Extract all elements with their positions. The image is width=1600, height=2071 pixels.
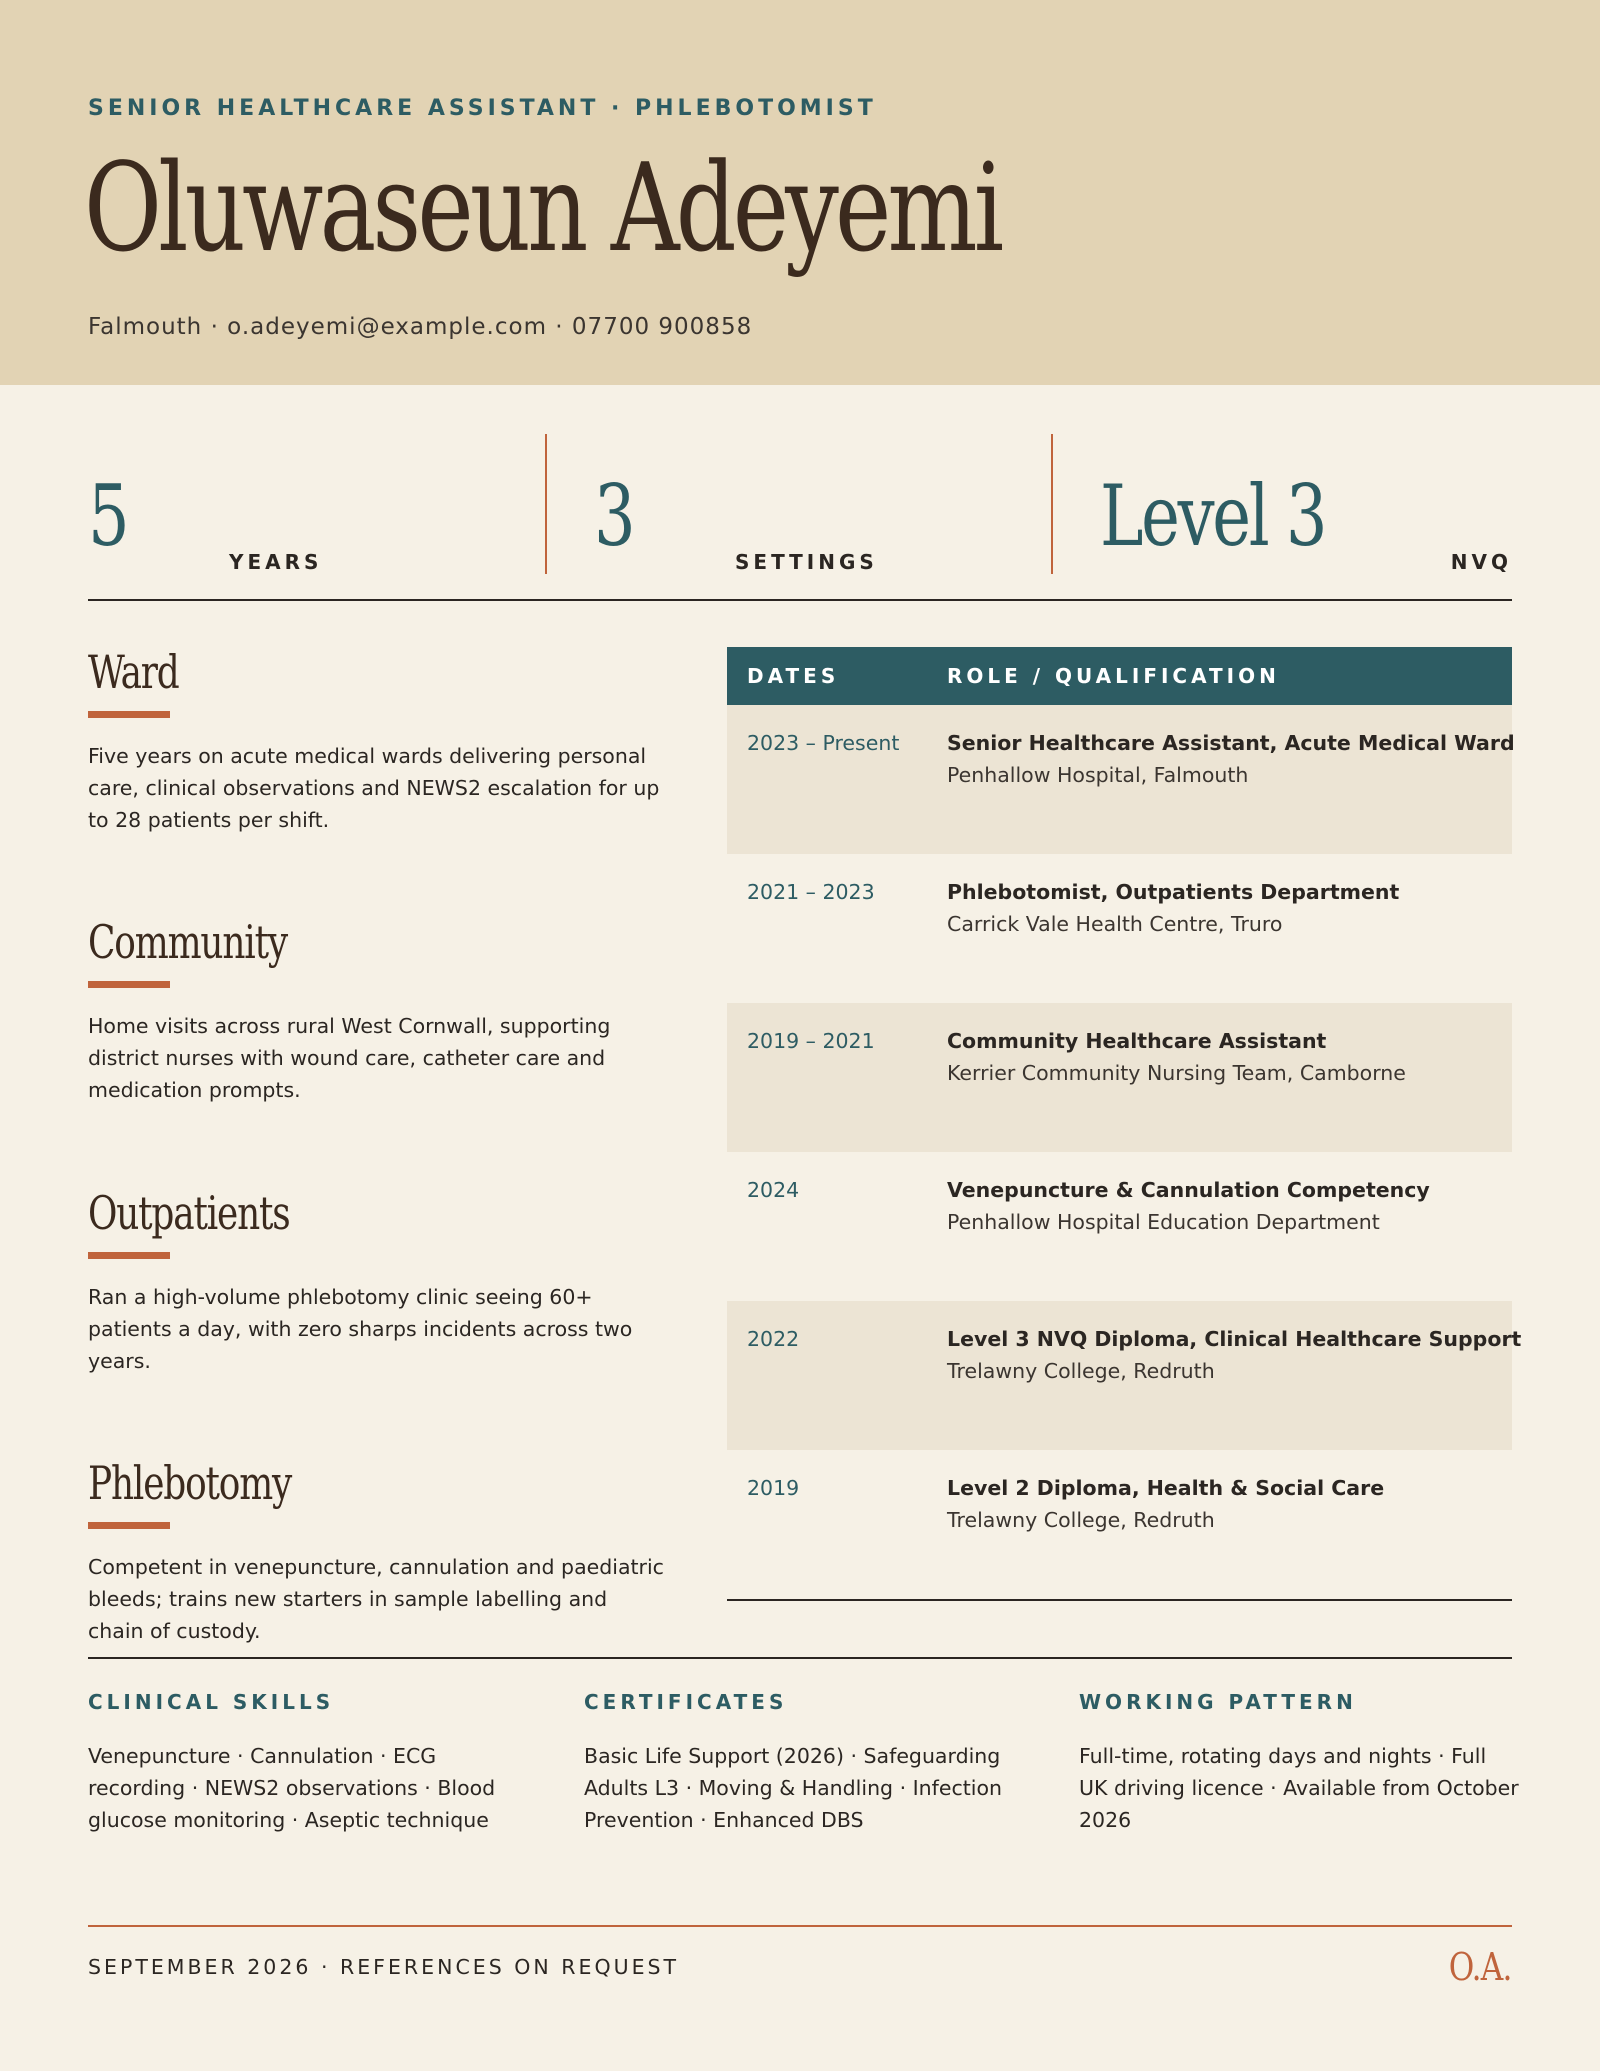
table-row bbox=[727, 1450, 1512, 1599]
section-accent bbox=[88, 1522, 170, 1529]
row-role: Phlebotomist, Outpatients Department bbox=[947, 880, 1400, 904]
section-outpatients bbox=[88, 1188, 668, 1377]
skills-rule bbox=[88, 1657, 1512, 1659]
section-body: Five years on acute medical wards delivering personal care, clinical observations and NEWS2 escalation for up to 28 patients per shift. bbox=[88, 744, 660, 832]
table-bottom-rule bbox=[727, 1599, 1512, 1601]
row-place: Penhallow Hospital Education Department bbox=[947, 1210, 1380, 1234]
stat-label: NVQ bbox=[1450, 550, 1512, 574]
section-community bbox=[88, 917, 668, 1106]
table-row bbox=[727, 1301, 1522, 1450]
row-role: Senior Healthcare Assistant, Acute Medical Ward bbox=[947, 731, 1515, 755]
row-place: Trelawny College, Redruth bbox=[947, 1508, 1215, 1532]
footer-rule bbox=[88, 1925, 1512, 1927]
table-row bbox=[727, 705, 1515, 854]
header-dates: DATES bbox=[747, 664, 840, 688]
stat-label: SETTINGS bbox=[735, 550, 878, 574]
header-band bbox=[0, 0, 1600, 385]
column-clinical-skills bbox=[88, 1690, 528, 1836]
column-body: Full-time, rotating days and nights · Full UK driving licence · Available from October 2026 bbox=[1079, 1744, 1519, 1832]
row-date: 2019 bbox=[747, 1476, 800, 1500]
experience-table bbox=[727, 647, 1522, 1599]
footer-note: SEPTEMBER 2026 · REFERENCES ON REQUEST bbox=[88, 1955, 680, 1979]
row-role: Level 3 NVQ Diploma, Clinical Healthcare Support bbox=[947, 1327, 1522, 1351]
section-title: Ward bbox=[88, 645, 179, 699]
section-title: Phlebotomy bbox=[88, 1456, 292, 1510]
row-date: 2023 – Present bbox=[747, 731, 900, 755]
stat-value: 5 bbox=[88, 467, 128, 565]
table-row bbox=[727, 854, 1512, 1003]
table-row bbox=[727, 1003, 1512, 1152]
section-accent bbox=[88, 1252, 170, 1259]
row-place: Kerrier Community Nursing Team, Camborne bbox=[947, 1061, 1406, 1085]
column-working-pattern bbox=[1079, 1690, 1519, 1836]
row-place: Carrick Vale Health Centre, Truro bbox=[947, 912, 1283, 936]
section-body: Competent in venepuncture, cannulation and paediatric bleeds; trains new starters in sample labelling and chain of custody. bbox=[88, 1555, 664, 1643]
contact-line: Falmouth · o.adeyemi@example.com · 07700 900858 bbox=[88, 314, 753, 340]
row-role: Venepuncture & Cannulation Competency bbox=[947, 1178, 1430, 1202]
row-place: Trelawny College, Redruth bbox=[947, 1359, 1215, 1383]
stat-years bbox=[88, 467, 548, 574]
section-ward bbox=[88, 647, 668, 836]
section-accent bbox=[88, 981, 170, 988]
stat-value: 3 bbox=[594, 467, 634, 565]
stat-settings bbox=[594, 467, 1054, 574]
section-body: Ran a high-volume phlebotomy clinic seeing 60+ patients a day, with zero sharps incidents across two years. bbox=[88, 1285, 633, 1373]
header-role: ROLE / QUALIFICATION bbox=[947, 664, 1280, 688]
section-phlebotomy bbox=[88, 1458, 668, 1647]
row-date: 2021 – 2023 bbox=[747, 880, 875, 904]
candidate-name: Oluwaseun Adeyemi bbox=[84, 137, 1001, 279]
row-place: Penhallow Hospital, Falmouth bbox=[947, 763, 1249, 787]
row-date: 2019 – 2021 bbox=[747, 1029, 875, 1053]
stats-rule bbox=[88, 599, 1512, 601]
column-body: Venepuncture · Cannulation · ECG recording · NEWS2 observations · Blood glucose monitoring · Aseptic technique bbox=[88, 1744, 496, 1832]
stat-divider bbox=[545, 434, 547, 574]
stat-divider bbox=[1051, 434, 1053, 574]
section-title: Community bbox=[88, 915, 287, 969]
column-body: Basic Life Support (2026) · Safeguarding Adults L3 · Moving & Handling · Infection Prevention · Enhanced DBS bbox=[584, 1744, 1003, 1832]
row-role: Level 2 Diploma, Health & Social Care bbox=[947, 1476, 1385, 1500]
section-body: Home visits across rural West Cornwall, supporting district nurses with wound care, catheter care and medication prompts. bbox=[88, 1014, 611, 1102]
column-title: CLINICAL SKILLS bbox=[88, 1690, 335, 1714]
column-certificates bbox=[584, 1690, 1024, 1836]
row-role: Community Healthcare Assistant bbox=[947, 1029, 1327, 1053]
column-title: CERTIFICATES bbox=[584, 1690, 788, 1714]
job-title: SENIOR HEALTHCARE ASSISTANT · PHLEBOTOMIST bbox=[88, 96, 877, 121]
stat-nvq bbox=[1100, 467, 1512, 574]
section-accent bbox=[88, 711, 170, 718]
row-date: 2024 bbox=[747, 1178, 800, 1202]
table-row bbox=[727, 1152, 1512, 1301]
section-title: Outpatients bbox=[88, 1186, 290, 1240]
row-date: 2022 bbox=[747, 1327, 800, 1351]
table-header bbox=[727, 647, 1512, 705]
monogram: O.A. bbox=[1449, 1945, 1512, 1989]
column-title: WORKING PATTERN bbox=[1079, 1690, 1357, 1714]
stat-value: Level 3 bbox=[1100, 467, 1326, 565]
stat-label: YEARS bbox=[229, 550, 323, 574]
